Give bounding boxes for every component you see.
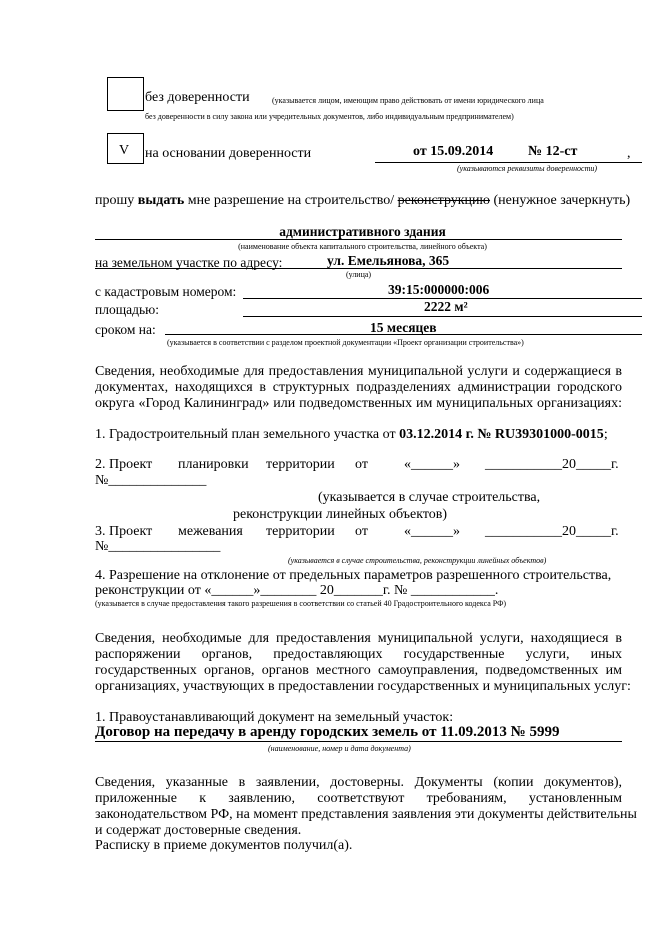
section1-line-1: Сведения, необходимые для предоставления муниципальной услуги и содержащиеся в	[95, 364, 622, 379]
request-middle: мне разрешение на строительство/	[184, 193, 398, 208]
address-line	[95, 268, 622, 269]
term-label: сроком на:	[95, 322, 156, 337]
section2-line-3: государственных органов, органов местного самоуправления, подведомственных им	[95, 663, 622, 678]
receipt-line: Расписку в приеме документов получил(а).	[95, 838, 353, 853]
request-line	[95, 193, 630, 209]
request-prefix: прошу	[95, 193, 138, 208]
item2-note-1: (указывается в случае строительства,	[318, 490, 541, 505]
item4-line-1: 4. Разрешение на отклонение от предельных параметров разрешенного строительства,	[95, 568, 612, 583]
item3-date-field: ___________20_____г.	[485, 524, 619, 539]
final-line-2: приложенные к заявлению, соответствуют требованиям, установленным	[95, 791, 622, 806]
item2-note-2: реконструкции линейных объектов)	[233, 507, 448, 522]
item2-date-field: ___________20_____г.	[485, 457, 619, 472]
item3-p3: территории	[266, 524, 335, 539]
title-doc-line	[95, 741, 622, 742]
item3-number-field: №________________	[95, 539, 221, 554]
proxy-comma: ,	[627, 146, 631, 161]
item2-p4: от	[355, 457, 368, 472]
item1-urban-plan	[95, 427, 608, 443]
final-line-4: и содержат достоверные сведения.	[95, 823, 302, 838]
item3-note: (указывается в случае строительства, реконструкции линейных объектов)	[288, 556, 547, 565]
area-value: 2222 м²	[424, 299, 468, 314]
item3-day-field: «______»	[404, 524, 460, 539]
title-doc-note: (наименование, номер и дата документа)	[268, 744, 411, 753]
item3-p4: от	[355, 524, 368, 539]
cadastre-value: 39:15:000000:006	[388, 282, 490, 297]
object-name-value: административного здания	[279, 224, 446, 239]
item2-day-field: «______»	[404, 457, 460, 472]
object-name-line	[95, 239, 622, 240]
item4-line-2: реконструкции от «______»________ 20_______г. № ____________.	[95, 583, 499, 598]
option-without-proxy-label: без доверенности	[145, 90, 250, 105]
option-by-proxy-label: на основании доверенности	[145, 146, 312, 161]
area-label: площадью:	[95, 302, 159, 317]
proxy-details-note: (указываются реквизиты доверенности)	[457, 164, 598, 173]
area-line	[243, 316, 642, 317]
title-doc-label: 1. Правоустанавливающий документ на земельный участок:	[95, 710, 454, 725]
item3-p2: межевания	[178, 524, 243, 539]
section2-line-1: Сведения, необходимые для предоставления муниципальной услуги, находящиеся в	[95, 631, 622, 646]
section2-line-4: организациях, участвующих в предоставлении государственных и муниципальных услуг:	[95, 679, 631, 694]
request-suffix: (ненужное зачеркнуть)	[490, 193, 631, 208]
cadastre-label: с кадастровым номером:	[95, 284, 237, 299]
proxy-details-line	[375, 162, 642, 163]
object-name-note: (наименование объекта капитального строительства, линейного объекта)	[238, 242, 487, 251]
term-value: 15 месяцев	[370, 320, 437, 335]
section1-line-3: округа «Город Калининград» или подведомственных им муниципальных организациях:	[95, 396, 622, 411]
item2-p3: территории	[266, 457, 335, 472]
final-line-3: законодательством РФ, на момент представления заявления эти документы действительны	[95, 807, 637, 822]
address-label: на земельном участке по адресу:	[95, 255, 283, 270]
checkbox-without-proxy[interactable]	[107, 77, 144, 111]
item1-end: ;	[603, 427, 608, 442]
option-without-proxy-note-1: (указывается лицом, имеющим право действовать от имени юридического лица	[272, 96, 544, 105]
section1-line-2: документах, находящихся в структурных подразделениях администрации городского	[95, 380, 622, 395]
item4-note: (указывается в случае предоставления такого разрешения в соответствии со статьей 40 Градостроительного кодекса РФ)	[95, 599, 507, 608]
section2-line-2: распоряжении органов, предоставляющих государственные услуги, иных	[95, 647, 622, 662]
item2-p2: планировки	[178, 457, 249, 472]
item2-p1: 2. Проект	[95, 457, 153, 472]
proxy-date: от 15.09.2014	[413, 144, 494, 159]
term-line	[165, 334, 642, 335]
item1-value: 03.12.2014 г. № RU39301000-0015	[399, 427, 604, 442]
address-note: (улица)	[346, 270, 372, 279]
request-verb: выдать	[137, 193, 185, 208]
term-note: (указывается в соответствии с разделом проектной документации «Проект организации строительства»)	[167, 338, 524, 347]
option-without-proxy-note-2: без доверенности в силу закона или учредительных документов, либо индивидуальным предпринимателем)	[145, 112, 514, 121]
final-line-1: Сведения, указанные в заявлении, достоверны. Документы (копии документов),	[95, 775, 622, 790]
item1-text: 1. Градостроительный план земельного участка от	[95, 427, 400, 442]
request-struck-option: реконструкцию	[397, 193, 491, 208]
proxy-number: № 12-ст	[528, 144, 578, 159]
address-value: ул. Емельянова, 365	[327, 253, 450, 268]
item2-number-field: №______________	[95, 473, 207, 488]
checkbox-by-proxy-mark: V	[119, 143, 130, 158]
title-doc-value: Договор на передачу в аренду городских земель от 11.09.2013 № 5999	[95, 724, 560, 740]
item3-p1: 3. Проект	[95, 524, 153, 539]
